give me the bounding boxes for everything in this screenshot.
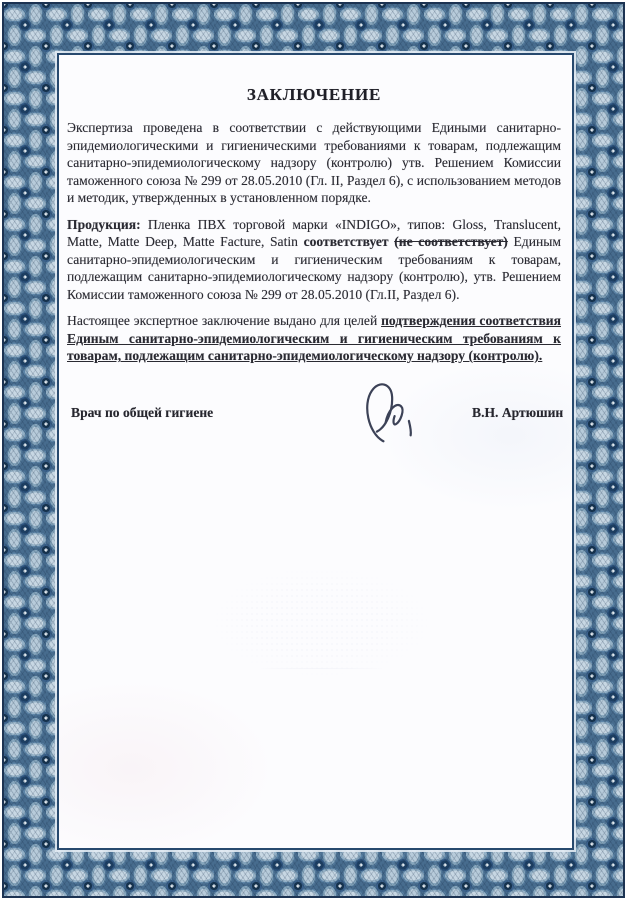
product-label: Продукция: xyxy=(67,216,141,232)
document-sheet xyxy=(57,53,574,850)
signature-row xyxy=(67,387,564,459)
paragraph-product xyxy=(67,216,561,304)
paragraph-expertise xyxy=(67,119,561,207)
signatory-name: В.Н. Артюшин xyxy=(472,404,564,420)
expertise-text: Экспертиза проведена в соответствии с действующими Едиными санитарно-эпидемиологическими и гигиеническими требованиями к товарам, подлежащим санитарно-эпидемиологическому надзору (контролю) утв. Решением Комиссии таможенного союза № 299 от 28.05.2010 (Гл. II, Раздел 6), с использованием методов и методик, утвержденных в установленном порядке. xyxy=(67,120,561,205)
watermark xyxy=(171,547,471,697)
signatory-role: Врач по общей гигиене xyxy=(71,404,214,420)
conclusion-underlined-text: подтверждения соответствия Единым санитарно-эпидемиологическим и гигиеническим требованиям к товарам, подлежащим санитарно-эпидемиологическому надзору (контролю). xyxy=(67,313,561,363)
product-text-2: Единым санитарно-эпидемиологическим и гигиеническим требованиям к товарам, подлежащим санитарно-эпидемиологическому надзору (контролю), утв. Решением Комиссии таможенного союза № 299 от 28.05.2010 (Гл.II, Раздел 6). xyxy=(67,234,561,302)
product-text-1: Пленка ПВХ торговой марки «INDIGO», типов: Gloss, Translucent, Matte, Matte Deep, Matte Facture, Satin xyxy=(67,216,561,249)
paragraph-conclusion xyxy=(67,312,561,365)
signature-icon xyxy=(353,375,423,452)
not-conforms-struck-text: (не соответствует) xyxy=(394,234,508,249)
conforms-text: соответствует xyxy=(303,234,395,249)
document-title: ЗАКЛЮЧЕНИЕ xyxy=(246,85,382,104)
conclusion-text: Настоящее экспертное заключение выдано для целей xyxy=(67,313,382,328)
